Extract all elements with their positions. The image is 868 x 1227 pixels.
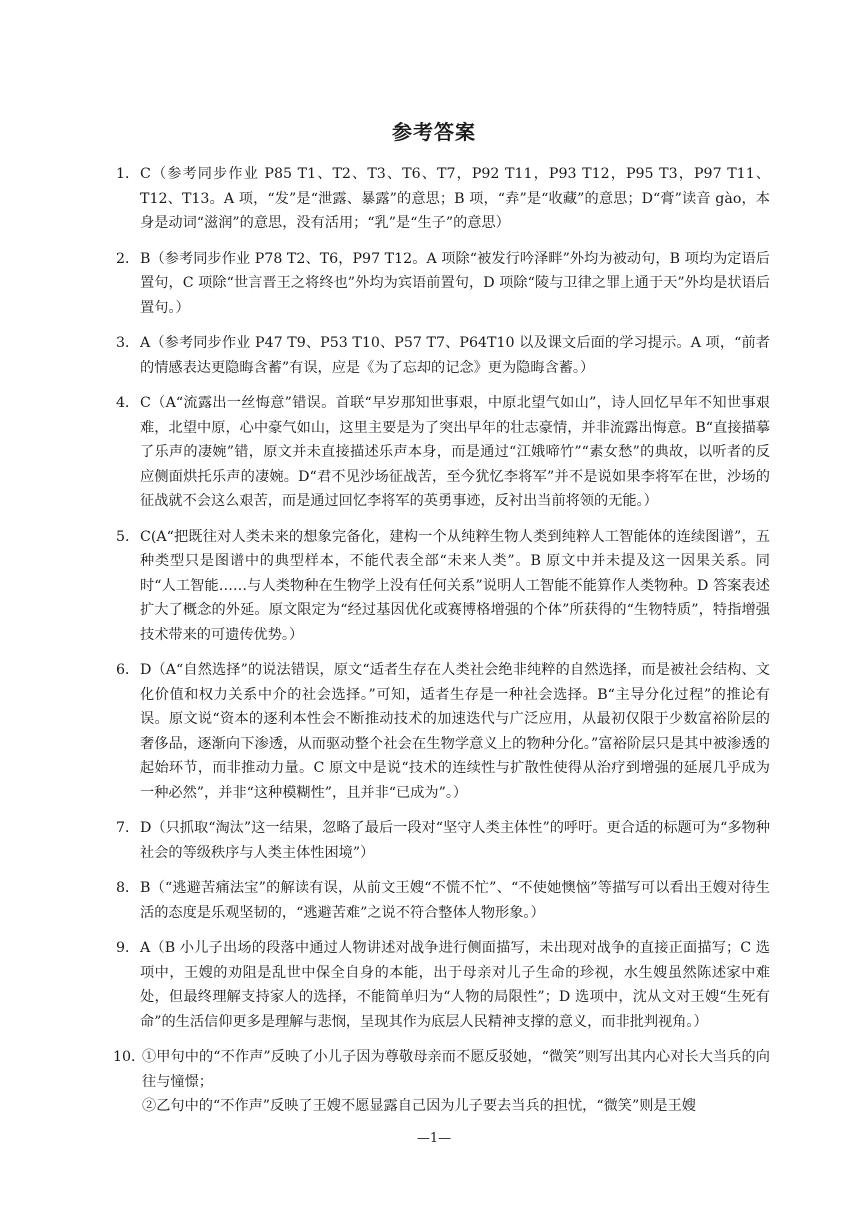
item-number: 3． xyxy=(116,335,140,351)
item-number: 8． xyxy=(116,880,140,896)
item-text: B（参考同步作业 P78 T2、T6，P97 T12。A 项除“被发行吟泽畔”外均为被动句，B 项均为定语后置句，C 项除“世言晋王之将终也”外均为宾语前置句，D 项除“陵与卫律之罪上通于天”外均是状语后置句。） xyxy=(140,250,770,316)
answer-item-5 xyxy=(116,525,770,648)
page-title: 参考答案 xyxy=(392,120,476,144)
item-number: 9． xyxy=(116,940,140,956)
page-number: —1— xyxy=(416,1131,452,1146)
item-number: 2． xyxy=(116,250,140,267)
answer-item-7 xyxy=(116,816,770,865)
answer-item-2 xyxy=(116,247,770,321)
answer-item-1 xyxy=(116,162,770,236)
item-text: B（“逃避苦痛法宝”的解读有误，从前文王嫂“不慌不忙”、“不使她懊恼”等描写可以看出王嫂对待生活的态度是乐观坚韧的，“逃避苦难”之说不符合整体人物形象。） xyxy=(140,880,770,921)
answer-item-10 xyxy=(113,1045,770,1119)
item-text-part-2: ②乙句中的“不作声”反映了王嫂不愿显露自己因为儿子要去当兵的担忧，“微笑”则是王嫂 xyxy=(142,1098,696,1114)
answer-item-8 xyxy=(116,876,770,925)
item-number: 6． xyxy=(116,662,140,678)
item-number: 5. xyxy=(116,528,130,545)
answer-item-4 xyxy=(116,391,770,514)
item-text: A（B 小儿子出场的段落中通过人物讲述对战争进行侧面描写，未出现对战争的直接正面描写；C 选项中，王嫂的劝阻是乱世中保全自身的本能，出于母亲对儿子生命的珍视，水生嫂虽然陈述家中难处，但最终理解支持家人的选择，不能简单归为“人物的局限性”；D 选项中，沈从文对王嫂“生死有命”的生活信仰更多是理解与悲悯，呈现其作为底层人民精神支撑的意义，而非批判视角。） xyxy=(140,940,770,1030)
item-text: D（只抓取“淘汰”这一结果，忽略了最后一段对“坚守人类主体性”的呼吁。更合适的标题可为“多物种社会的等级秩序与人类主体性困境”） xyxy=(140,820,770,861)
item-number: 1． xyxy=(116,166,140,182)
answer-item-9 xyxy=(116,936,770,1034)
item-number: 7． xyxy=(116,820,140,836)
answer-list xyxy=(113,162,770,1130)
item-text: C(A“把既往对人类未来的想象完备化，建构一个从纯粹生物人类到纯粹人工智能体的连续图谱”，五种类型只是图谱中的典型样本，不能代表全部“未来人类”。B 原文中并未提及这一因果关系。同时“人工智能……与人类物种在生物学上没有任何关系”说明人工智能不能算作人类物种。D 答案表述扩大了概念的外延。原文限定为“经过基因优化或赛博格增强的个体”所获得的“生物特质”，特指增强技术带来的可遗传优势。） xyxy=(140,528,770,643)
item-text: C（A“流露出一丝悔意”错误。首联“早岁那知世事艰，中原北望气如山”，诗人回忆早年不知世事艰难，北望中原，心中豪气如山，这里主要是为了突出早年的壮志豪情，并非流露出悔意。B“直接描摹了乐声的凄婉”错，原文并未直接描述乐声本身，而是通过“江娥啼竹”“素女愁”的典故，以听者的反应侧面烘托乐声的凄婉。D“君不见沙场征战苦，至今犹忆李将军”并不是说如果李将军在世，沙场的征战就不会这么艰苦，而是通过回忆李将军的英勇事迹，反衬出当前将领的无能。） xyxy=(140,395,770,509)
item-text: A（参考同步作业 P47 T9、P53 T10、P57 T7、P64T10 以及课文后面的学习提示。A 项，“前者的情感表达更隐晦含蓄”有误，应是《为了忘却的记念》更为隐晦含蓄。） xyxy=(140,335,770,376)
item-number: 10． xyxy=(113,1049,146,1065)
answer-item-6 xyxy=(116,658,770,805)
item-text-part-1: ①甲句中的“不作声”反映了小儿子因为尊敬母亲而不愿反驳她，“微笑”则写出其内心对长大当兵的向往与憧憬； xyxy=(142,1049,770,1090)
item-number: 4． xyxy=(116,395,140,411)
item-text: D（A“自然选择”的说法错误，原文“适者生存在人类社会绝非纯粹的自然选择，而是被社会结构、文化价值和权力关系中介的社会选择。”可知，适者生存是一种社会选择。B“主导分化过程”的推论有误。原文说“资本的逐利本性会不断推动技术的加速迭代与广泛应用，从最初仅限于少数富裕阶层的奢侈品，逐渐向下渗透，从而驱动整个社会在生物学意义上的物种分化。”富裕阶层只是其中被渗透的起始环节，而非推动力量。C 原文中是说“技术的连续性与扩散性使得从治疗到增强的延展几乎成为一种必然”，并非“这种模糊性”，且并非“已成为”。） xyxy=(140,662,770,801)
item-text: C（参考同步作业 P85 T1、T2、T3、T6、T7，P92 T11，P93 T12，P95 T3，P97 T11、T12、T13。A 项，“发”是“泄露、暴露”的意思；B 项，“弆”是“收藏”的意思；D“膏”读音 gào，本身是动词“滋润”的意思，没有活用；“乳”是“生子”的意思） xyxy=(140,166,770,231)
answer-item-3 xyxy=(116,331,770,380)
